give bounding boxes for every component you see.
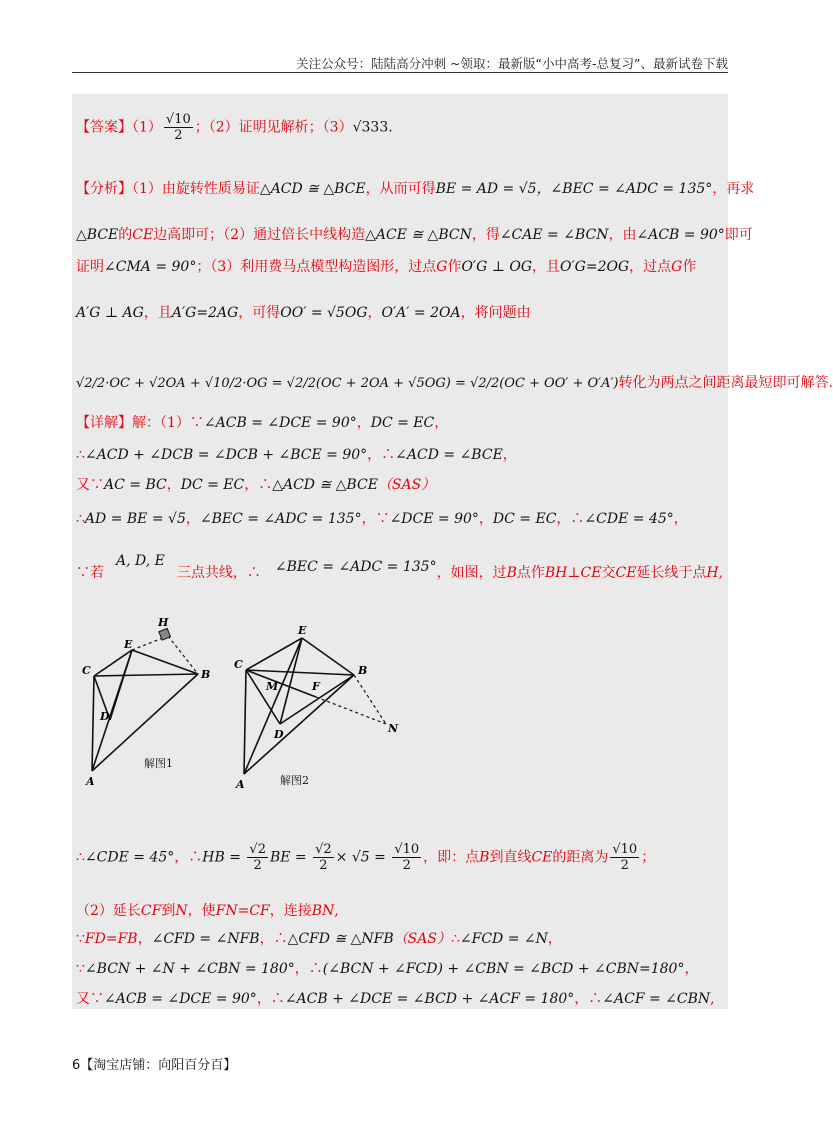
text: , xyxy=(710,991,715,1007)
math: × √5 = xyxy=(335,849,391,866)
math: ∠ACB = 90° xyxy=(636,227,725,243)
text: ∴ xyxy=(76,511,85,527)
fraction-numerator: √2 xyxy=(249,842,266,857)
analysis-line-4 xyxy=(76,302,531,322)
figure-caption: 解图1 xyxy=(144,757,173,770)
text: （1）由旋转性质易证 xyxy=(132,181,260,197)
text: ∴ xyxy=(76,849,85,866)
text: ， xyxy=(166,477,181,493)
math: A, D, E xyxy=(116,553,165,569)
math: ∠FCD = ∠N xyxy=(459,931,548,947)
text: 的距离为 xyxy=(552,849,609,866)
math: ∠CDE = 45° xyxy=(584,511,674,527)
text: ， xyxy=(673,511,688,527)
label-d: D xyxy=(100,710,110,723)
math: ∠CFD = ∠NFB xyxy=(151,931,260,947)
text: ， xyxy=(356,415,371,431)
math: BH⊥CE xyxy=(544,565,602,581)
label-h: H xyxy=(158,616,169,629)
answer-sep: ； xyxy=(194,119,209,136)
figure-caption: 解图2 xyxy=(280,774,309,787)
text: ， xyxy=(478,511,493,527)
detail-line-6 xyxy=(76,842,655,873)
answer-line xyxy=(76,112,393,143)
math: （SAS） xyxy=(393,931,451,947)
segment-eb xyxy=(302,638,354,675)
answer-end: . xyxy=(388,119,393,136)
fraction xyxy=(247,842,268,873)
text: ，∴ xyxy=(259,931,288,947)
text: 证明 xyxy=(76,259,104,275)
detail-line-8 xyxy=(76,928,562,948)
text: ，将问题由 xyxy=(460,305,531,321)
fraction-numerator: √2 xyxy=(315,842,332,857)
page-footer: 6【淘宝店铺：向阳百分百】 xyxy=(72,1058,237,1073)
text: , xyxy=(718,565,724,581)
text: 延长线于点 xyxy=(636,565,707,581)
detail-line-7 xyxy=(76,900,339,920)
math: DC = EC xyxy=(180,477,245,493)
math: FD=FB xyxy=(84,931,138,947)
fraction-denominator: 2 xyxy=(402,858,411,873)
math: OO′ = √5OG xyxy=(280,305,368,321)
text: （2）延长 xyxy=(76,903,141,919)
text: ， xyxy=(547,931,562,947)
detail-tag: 【详解】 xyxy=(76,415,132,431)
fraction-denominator: 2 xyxy=(253,858,262,873)
math: BE = xyxy=(269,849,312,866)
math: O′G ⊥ OG xyxy=(461,259,533,275)
label-c: C xyxy=(82,664,91,677)
fraction-denominator: 2 xyxy=(319,858,328,873)
text: , xyxy=(334,903,339,919)
text: ， xyxy=(502,447,517,463)
segment-ce xyxy=(246,638,302,670)
label-a: A xyxy=(236,778,245,791)
math: N xyxy=(175,903,188,919)
label-n: N xyxy=(388,722,399,735)
text: ， xyxy=(185,511,200,527)
fraction xyxy=(313,842,334,873)
math: ，∠BEC = ∠ADC = 135° xyxy=(536,181,713,197)
text: 即可 xyxy=(724,227,753,243)
text: ，过点 xyxy=(629,259,672,275)
answer-part3: （3） xyxy=(322,119,353,136)
text: ∵ xyxy=(76,931,85,947)
text: ∵若 xyxy=(76,565,104,581)
analysis-line-2 xyxy=(76,224,753,244)
math: DC = EC xyxy=(492,511,557,527)
text: 边高即可；（2）通过倍长中线构造 xyxy=(153,227,366,243)
label-e: E xyxy=(298,624,307,637)
segment-cb xyxy=(94,674,198,676)
text: ，连接 xyxy=(269,903,312,919)
answer-part3-value: √333 xyxy=(352,119,389,136)
math: DC = EC xyxy=(370,415,435,431)
math: ∠BEC = ∠ADC = 135° xyxy=(274,559,437,575)
segment-ca xyxy=(244,670,246,774)
math: BN xyxy=(311,903,335,919)
math: √2/2·OC + √2OA + √10/2·OG = √2/2(OC + 2OA + √5OG) = √2/2(OC + OO′ + O′A′) xyxy=(76,376,619,391)
math: ∠ACF = ∠CBN xyxy=(602,991,711,1007)
label-a: A xyxy=(86,775,95,788)
text: ，∴ xyxy=(244,477,273,493)
fraction-denominator: 2 xyxy=(620,858,629,873)
segment-cb xyxy=(246,670,354,675)
text: ，如图，过 xyxy=(436,565,507,581)
fraction-denominator: 2 xyxy=(174,128,183,143)
math: ∠CMA = 90° xyxy=(104,259,197,275)
label-b: B xyxy=(358,664,368,677)
math: G xyxy=(671,259,683,275)
text: ，∴ xyxy=(256,991,285,1007)
math: △ACD ≅ △BCE xyxy=(272,477,378,493)
text: ，且 xyxy=(143,305,172,321)
math: CE xyxy=(531,849,553,866)
text: 三点共线，∴ xyxy=(176,565,261,581)
segment-bn xyxy=(354,675,386,724)
page-header: 关注公众号：陆陆高分冲刺 ~领取：最新版“小中高考-总复习”、最新试卷下载 xyxy=(296,56,728,71)
text: ，∴ xyxy=(174,849,203,866)
math: ∠BCN + ∠N + ∠CBN = 180° xyxy=(84,961,295,977)
answer-part1: （1） xyxy=(132,119,162,136)
answer-tag: 【答案】 xyxy=(76,119,132,136)
text: ， xyxy=(684,961,699,977)
math: ∠DCE = 90° xyxy=(389,511,479,527)
text: ， xyxy=(137,931,152,947)
fraction-numerator: √10 xyxy=(394,842,420,857)
detail-line-10 xyxy=(76,988,715,1008)
text: 又∵ xyxy=(76,477,104,493)
detail-line-3 xyxy=(76,474,435,494)
text: ，∴ xyxy=(294,961,323,977)
text: ， xyxy=(434,415,449,431)
math: △BCE xyxy=(76,227,119,243)
math: AC = BC xyxy=(104,477,167,493)
math: CE xyxy=(615,565,637,581)
text: ，∴ xyxy=(367,447,396,463)
math: △ACD ≅ △BCE xyxy=(259,181,366,197)
text: ； xyxy=(641,849,656,866)
text: 转化为两点之间距离最短即可解答. xyxy=(618,375,833,391)
text: ∴ xyxy=(450,931,460,947)
math: A′G ⊥ AG xyxy=(76,305,144,321)
text: ，∵ xyxy=(361,511,390,527)
math: HB = xyxy=(202,849,246,866)
math: CE xyxy=(132,227,154,243)
math: ∠ACD = ∠BCE xyxy=(395,447,503,463)
text: ，∴ xyxy=(574,991,603,1007)
text: ；（3）利用费马点模型构造图形，过点 xyxy=(196,259,437,275)
segment-cf xyxy=(246,670,316,697)
label-f: F xyxy=(312,680,320,693)
text: 解：（1）∵ xyxy=(132,415,204,431)
math: ∠CAE = ∠BCN xyxy=(499,227,609,243)
extension-fn xyxy=(316,697,386,724)
text: ， xyxy=(367,305,382,321)
fraction-numerator: √10 xyxy=(165,112,191,127)
math: O′A′ = 2OA xyxy=(381,305,461,321)
label-e: E xyxy=(124,638,133,651)
segment-ae xyxy=(244,638,302,774)
segment-ca xyxy=(92,676,94,771)
math: O′G=2OG xyxy=(560,259,630,275)
text: ，即：点 xyxy=(423,849,480,866)
math: ∠ACD + ∠DCB = ∠DCB + ∠BCE = 90° xyxy=(84,447,368,463)
label-c: C xyxy=(234,658,243,671)
fraction xyxy=(392,842,421,873)
text: ∵ xyxy=(76,961,85,977)
figure-1 xyxy=(80,604,230,794)
text: ，再求 xyxy=(712,181,755,197)
math: ∠ACB = ∠DCE = 90° xyxy=(104,991,257,1007)
text: ，由 xyxy=(608,227,637,243)
text: 到直线 xyxy=(489,849,532,866)
label-d: D xyxy=(274,728,284,741)
math: （SAS） xyxy=(377,477,436,493)
header-rule xyxy=(72,72,728,73)
fraction xyxy=(610,842,639,873)
fraction-numerator: √10 xyxy=(612,842,638,857)
label-b: B xyxy=(201,668,211,681)
detail-line-5 xyxy=(76,553,724,582)
detail-line-9 xyxy=(76,958,698,978)
text: 点作 xyxy=(516,565,545,581)
math: FN=CF xyxy=(215,903,270,919)
text: ，且 xyxy=(532,259,561,275)
analysis-line-1 xyxy=(76,178,754,198)
text: 交 xyxy=(601,565,616,581)
text: ∴ xyxy=(76,447,85,463)
text: 到 xyxy=(161,903,176,919)
math: CF xyxy=(140,903,162,919)
text: ，使 xyxy=(187,903,216,919)
detail-line-1 xyxy=(76,412,448,432)
analysis-line-3 xyxy=(76,256,696,276)
analysis-line-5 xyxy=(76,372,833,392)
math: ∠CDE = 45° xyxy=(84,849,175,866)
detail-line-2 xyxy=(76,444,517,464)
answer-part2: （2）证明见解析； xyxy=(208,119,323,136)
math: B xyxy=(506,565,517,581)
text: ，∴ xyxy=(556,511,585,527)
solution-panel xyxy=(72,94,833,1009)
math: ∠ACB + ∠DCE = ∠BCD + ∠ACF = 180° xyxy=(284,991,575,1007)
text: 作 xyxy=(447,259,462,275)
math: ∠ACB = ∠DCE = 90° xyxy=(203,415,357,431)
math: G xyxy=(436,259,448,275)
segment-ce xyxy=(94,650,132,676)
math: H xyxy=(706,565,719,581)
math: △CFD ≅ △NFB xyxy=(287,931,394,947)
text: 的 xyxy=(118,227,133,243)
math: ∠BEC = ∠ADC = 135° xyxy=(199,511,362,527)
text: ，得 xyxy=(471,227,500,243)
label-m: M xyxy=(266,680,279,693)
text: ，可得 xyxy=(238,305,281,321)
text: 作 xyxy=(682,259,697,275)
math: (∠BCN + ∠FCD) + ∠CBN = ∠BCD + ∠CBN=180° xyxy=(322,961,685,977)
math: A′G=2AG xyxy=(171,305,239,321)
math: B xyxy=(479,849,490,866)
segment-cd xyxy=(246,670,280,724)
figure-2 xyxy=(232,624,412,794)
math: △ACE ≅ △BCN xyxy=(365,227,472,243)
answer-fraction xyxy=(164,112,193,143)
detail-line-4 xyxy=(76,508,688,528)
analysis-tag: 【分析】 xyxy=(76,181,132,197)
text: 又∵ xyxy=(76,991,104,1007)
text: ，从而可得 xyxy=(365,181,436,197)
math: AD = BE = √5 xyxy=(84,511,186,527)
math: BE = AD = √5 xyxy=(435,181,537,197)
